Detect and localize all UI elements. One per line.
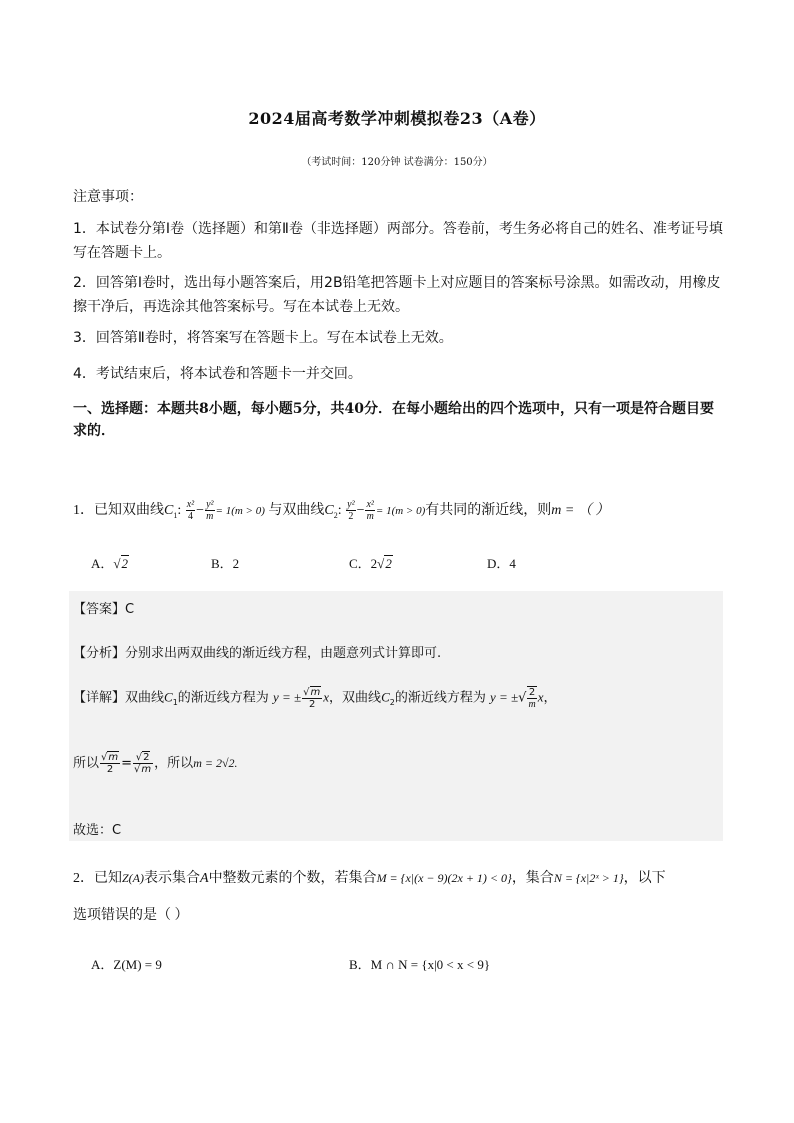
question-2-line2: 选项错误的是（ ） [73,908,189,923]
question-2: 2．已知Z(A)表示集合A中整数元素的个数，若集合M = {x|(x − 9)(2x + 1) < 0}，集合N = {x|2ˣ > 1}，以下 [73,871,666,886]
section-heading: 一、选择题：本题共8小题，每小题5分，共40分．在每小题给出的四个选项中，只有一项是符合题目要求的． [73,401,714,439]
q1-option-b: B．2 [211,556,240,571]
notice-item-4: 4．考试结束后，将本试卷和答题卡一并交回。 [73,366,362,382]
q1-option-d: D．4 [487,556,516,571]
q1-analysis: 【分析】分别求出两双曲线的渐近线方程，由题意列式计算即可. [73,646,442,661]
notice-heading: 注意事项： [73,189,143,205]
q1-prefix: 1．已知双曲线 [73,503,164,518]
exam-info: （考试时间：120分钟 试卷满分：150分） [301,157,493,168]
notice-item-1: 1．本试卷分第Ⅰ卷（选择题）和第Ⅱ卷（非选择题）两部分。答卷前，考生务必将自己的姓名、准考证号填写在答题卡上。 [73,221,723,261]
q1-choice: 故选：C [73,823,122,838]
q1-option-a: A．√2 [91,556,129,571]
q1-detail: 【详解】双曲线$C_1$的渐近线方程为 y = ± $\frac{√m}{2}$ x，双曲线$C_2$的渐近线方程为 y = ±√ $\frac{2}{m}$ x， [73,686,557,710]
q1-option-c: C．2√2 [349,556,392,571]
page-title: 2024届高考数学冲刺模拟卷23（A卷） [248,109,546,128]
q2-option-a: A．Z(M) = 9 [91,957,162,972]
notice-item-2: 2．回答第Ⅰ卷时，选出每小题答案后，用2B铅笔把答题卡上对应题目的答案标号涂黑。如需改动，用橡皮擦干净后，再选涂其他答案标号。写在本试卷上无效。 [73,275,721,315]
answer-panel [69,591,723,841]
q1-derivation: 所以 $\frac{√m}{2}$ = $\frac{√2}{√m}$ ，所以m = 2√2. [73,752,238,775]
question-1: 1．已知双曲线$C_1$: $\frac{\text{x²}}{4}$ − $\frac{\text{y²}}{m}$ = 1(m > 0) 与双曲线$C_2$: $\frac{\text{y²}}{2}$ − $\frac{\text{x²}}{m}$ = 1(m > 0)有共同的渐近线，则m = （ ） [73,499,610,523]
q1-answer: 【答案】C [73,602,135,617]
q2-option-b: B．M ∩ N = {x|0 < x < 9} [349,957,491,972]
notice-item-3: 3．回答第Ⅱ卷时，将答案写在答题卡上。写在本试卷上无效。 [73,330,453,346]
